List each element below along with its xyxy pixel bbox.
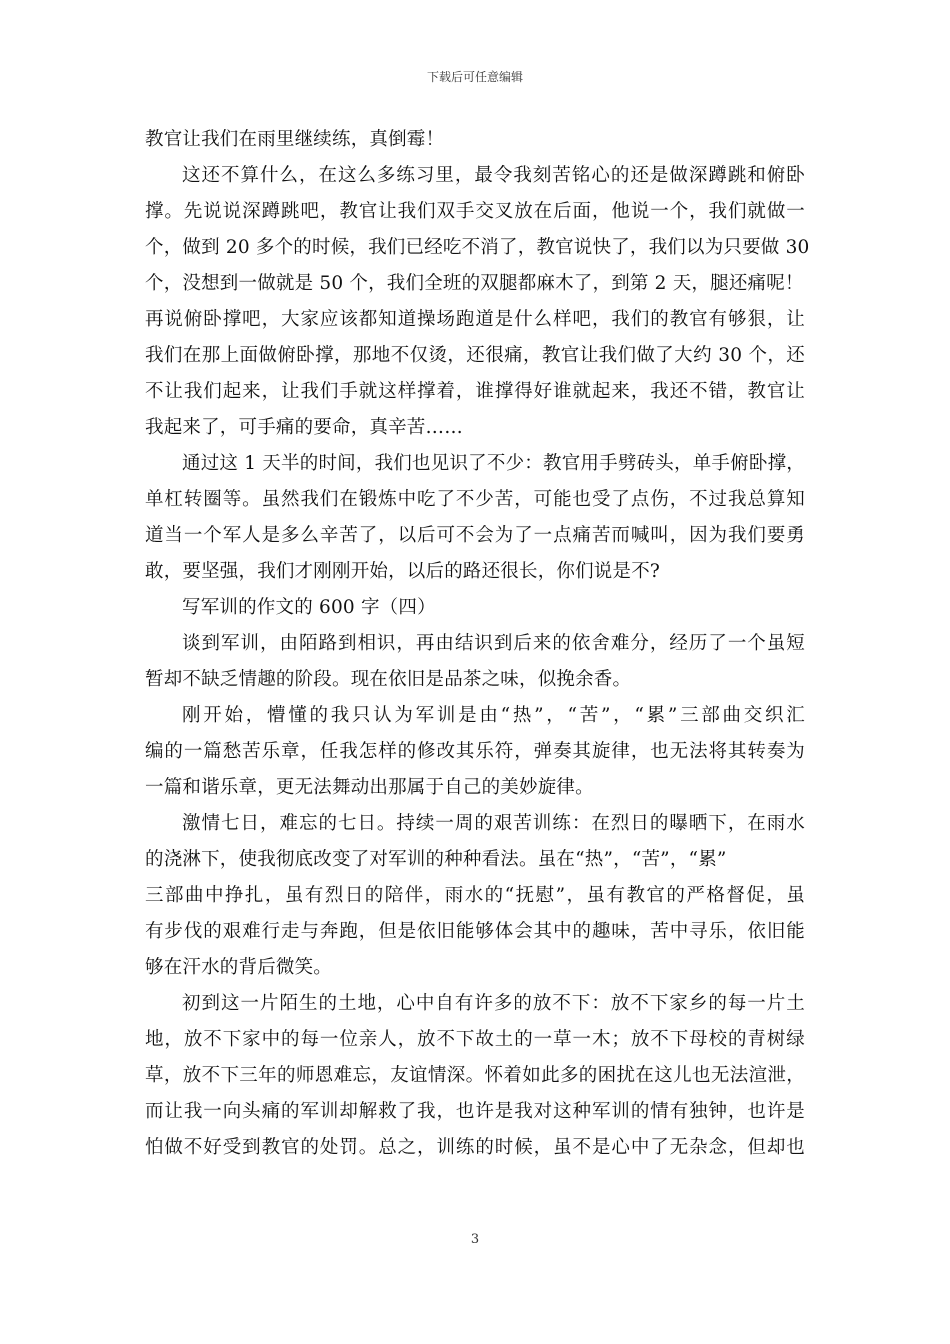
page-header: 下载后可任意编辑 — [426, 70, 523, 84]
text-line: 写军训的作文的 600 字（四） — [182, 597, 436, 618]
text-line: 初到这一片陌生的土地，心中自有许多的放不下：放不下家乡的每一片土 — [182, 993, 805, 1014]
document-body — [145, 122, 810, 1166]
text-line: 三部曲中挣扎，虽有烈日的陪伴，雨水的“抚慰”，虽有教官的严格督促，虽 — [145, 885, 805, 906]
text-line: 怕做不好受到教官的处罚。总之，训练的时候，虽不是心中了无杂念，但却也 — [145, 1137, 805, 1158]
text-line: 而让我一向头痛的军训却解救了我，也许是我对这种军训的情有独钟，也许是 — [145, 1101, 805, 1122]
text-line: 刚开始，懵懂的我只认为军训是由“热”，“苦”，“累”三部曲交织汇 — [182, 705, 805, 726]
text-line: 地，放不下家中的每一位亲人，放不下故土的一草一木；放不下母校的青树绿 — [145, 1029, 805, 1050]
text-line: 这还不算什么，在这么多练习里，最令我刻苦铭心的还是做深蹲跳和俯卧 — [182, 165, 805, 186]
text-line: 激情七日，难忘的七日。持续一周的艰苦训练：在烈日的曝晒下，在雨水 — [182, 813, 805, 834]
text-line: 单杠转圈等。虽然我们在锻炼中吃了不少苦，可能也受了点伤，不过我总算知 — [145, 489, 805, 510]
text-line: 谈到军训，由陌路到相识，再由结识到后来的依舍难分，经历了一个虽短 — [182, 633, 805, 654]
text-line: 个，没想到一做就是 50 个，我们全班的双腿都麻木了，到第 2 天，腿还痛呢！ — [145, 273, 804, 294]
text-line: 我起来了，可手痛的要命，真辛苦…… — [145, 417, 463, 438]
text-line: 的浇淋下，使我彻底改变了对军训的种种看法。虽在“热”，“苦”，“累” — [145, 849, 727, 870]
text-line: 个，做到 20 多个的时候，我们已经吃不消了，教官说快了，我们以为只要做 30 — [145, 237, 810, 258]
text-line: 一篇和谐乐章，更无法舞动出那属于自己的美妙旋律。 — [145, 777, 594, 798]
text-line: 编的一篇愁苦乐章，任我怎样的修改其乐符，弹奏其旋律，也无法将其转奏为 — [145, 741, 805, 762]
page-number: 3 — [470, 1232, 480, 1247]
text-line: 草，放不下三年的师恩难忘，友谊情深。怀着如此多的困扰在这儿也无法渲泄， — [145, 1065, 805, 1086]
text-line: 不让我们起来，让我们手就这样撑着，谁撑得好谁就起来，我还不错，教官让 — [145, 381, 805, 402]
text-line: 教官让我们在雨里继续练，真倒霉！ — [145, 129, 445, 150]
text-line: 再说俯卧撑吧，大家应该都知道操场跑道是什么样吧，我们的教官有够狠，让 — [145, 309, 805, 330]
text-line: 通过这 1 天半的时间，我们也见识了不少：教官用手劈砖头，单手俯卧撑， — [182, 453, 805, 474]
text-line: 够在汗水的背后微笑。 — [145, 957, 333, 978]
text-line: 有步伐的艰难行走与奔跑，但是依旧能够体会其中的趣味，苦中寻乐，依旧能 — [145, 921, 805, 942]
text-line: 暂却不缺乏情趣的阶段。现在依旧是品茶之味，似挽余香。 — [145, 669, 632, 690]
text-line: 敢，要坚强，我们才刚刚开始，以后的路还很长，你们说是不? — [145, 561, 661, 582]
text-line: 道当一个军人是多么辛苦了，以后可不会为了一点痛苦而喊叫，因为我们要勇 — [145, 525, 805, 546]
text-line: 我们在那上面做俯卧撑，那地不仅烫，还很痛，教官让我们做了大约 30 个，还 — [145, 345, 805, 366]
text-line: 撑。先说说深蹲跳吧，教官让我们双手交叉放在后面，他说一个，我们就做一 — [145, 201, 805, 222]
